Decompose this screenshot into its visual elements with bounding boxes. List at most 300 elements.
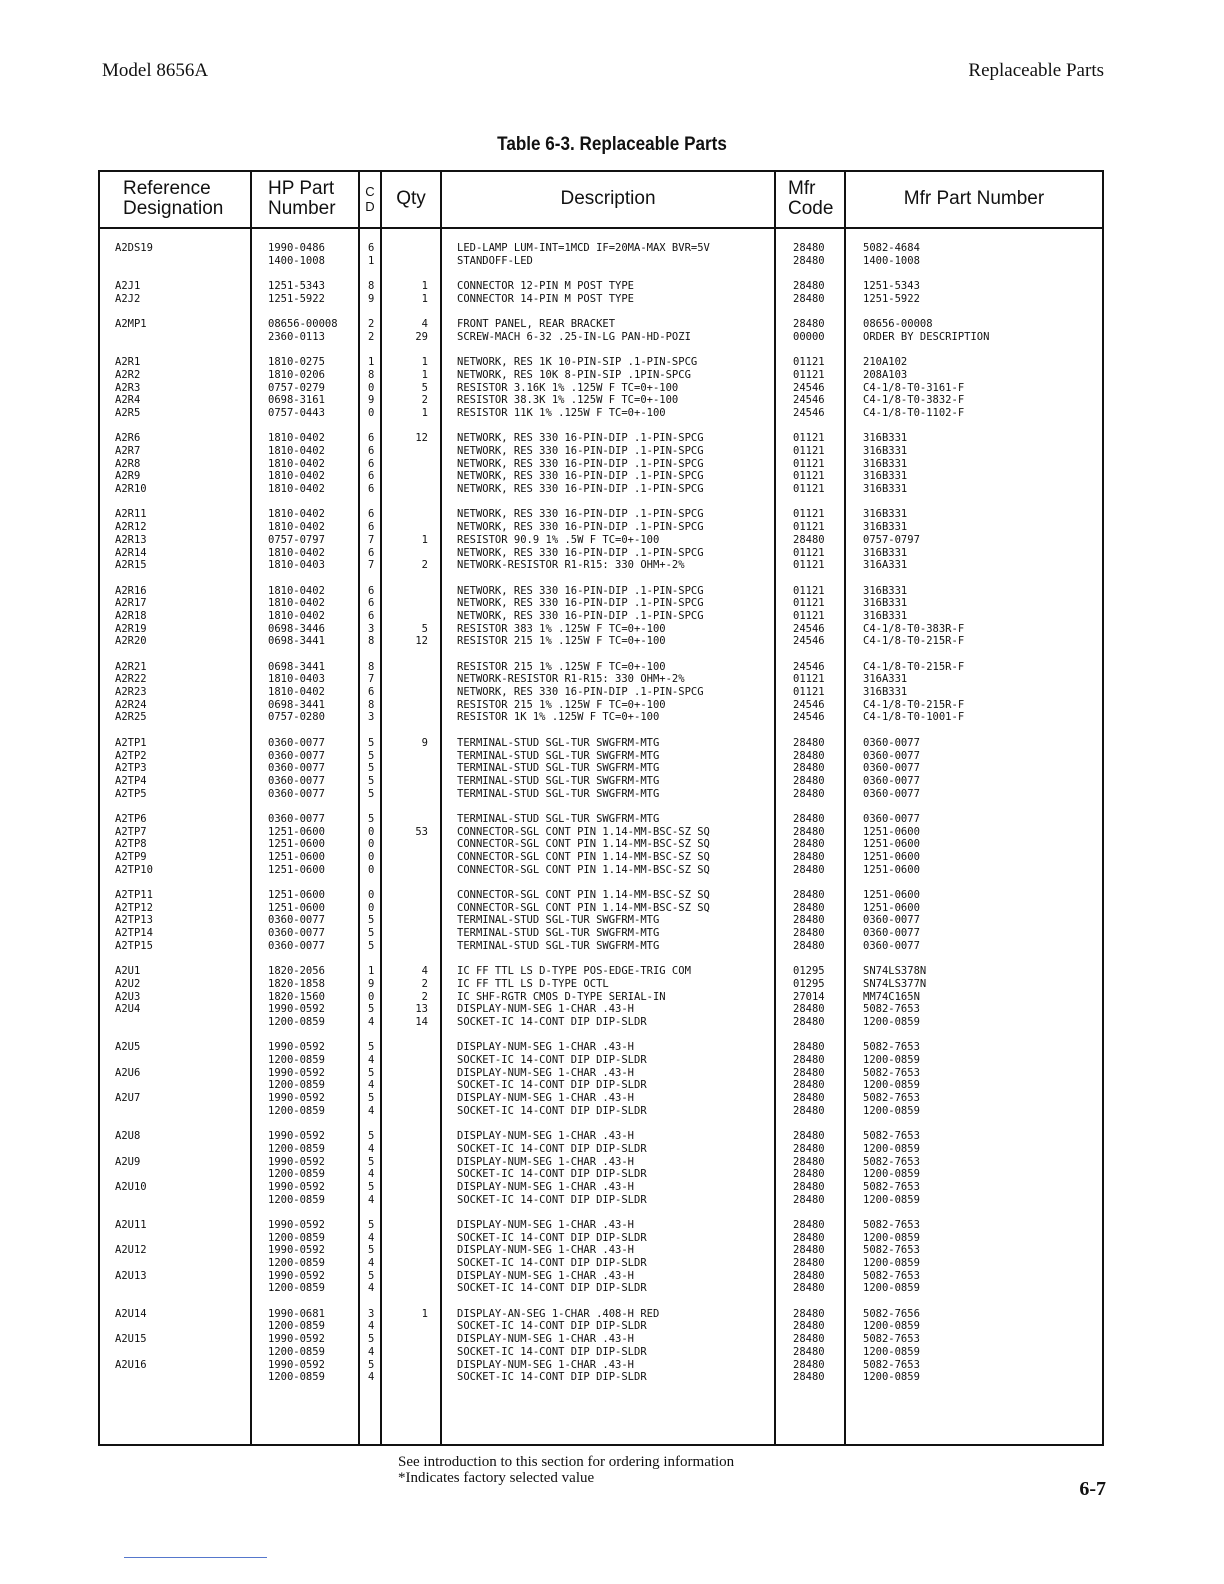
cell-cd: 6: [368, 508, 375, 521]
cell-mfr-code: 01121: [793, 432, 825, 445]
cell-mfr-code: 28480: [793, 292, 825, 305]
cell-hp-part: 1251-0600: [268, 901, 325, 914]
cell-mfr-code: 28480: [793, 1371, 825, 1384]
cell-reference: A2R13: [115, 533, 147, 546]
cell-cd: 5: [368, 812, 375, 825]
cell-cd: 4: [368, 1015, 375, 1028]
cell-cd: 4: [368, 1257, 375, 1269]
cell-description: STANDOFF-LED: [457, 254, 533, 267]
cell-description: NETWORK, RES 330 16-PIN-DIP .1-PIN-SPCG: [457, 521, 704, 534]
table-row: [98, 1219, 1104, 1232]
cell-mfr-code: 28480: [793, 914, 825, 927]
cell-cd: 0: [368, 825, 375, 838]
cell-cd: 6: [368, 686, 375, 699]
table-row: [98, 965, 1104, 978]
cell-reference: A2R5: [115, 406, 141, 419]
table-body: [98, 242, 1104, 1397]
cell-mfr-code: 01121: [793, 673, 825, 686]
cell-description: TERMINAL-STUD SGL-TUR SWGFRM-MTG: [457, 774, 660, 787]
cell-mfr-code: 24546: [793, 406, 825, 419]
col-header-cd: C D: [365, 183, 375, 214]
table-row: [98, 838, 1104, 851]
cell-reference: A2TP4: [115, 774, 147, 787]
table-row: [98, 356, 1104, 369]
cell-description: TERMINAL-STUD SGL-TUR SWGFRM-MTG: [457, 762, 660, 775]
cell-description: NETWORK, RES 330 16-PIN-DIP .1-PIN-SPCG: [457, 432, 704, 445]
cell-mfr-code: 28480: [793, 939, 825, 952]
cell-mfr-part-number: C4-1/8-T0-215R-F: [863, 635, 965, 648]
row-group: [98, 280, 1104, 305]
cell-mfr-part-number: 0360-0077: [863, 914, 920, 927]
cell-cd: 4: [368, 1282, 375, 1295]
cell-reference: A2R25: [115, 711, 147, 724]
table-row: [98, 508, 1104, 521]
cell-mfr-code: 24546: [793, 394, 825, 407]
cell-hp-part: 1200-0859: [268, 1320, 325, 1333]
cell-mfr-part-number: C4-1/8-T0-215R-F: [863, 698, 965, 711]
cell-hp-part: 1820-1858: [268, 977, 325, 990]
cell-qty: 9: [421, 736, 428, 749]
cell-mfr-code: 28480: [793, 901, 825, 914]
row-group: [98, 585, 1104, 648]
table-row: [98, 1359, 1104, 1372]
cell-description: DISPLAY-NUM-SEG 1-CHAR .43-H: [457, 1130, 635, 1143]
cell-hp-part: 1990-0592: [268, 1092, 325, 1105]
cell-description: LED-LAMP LUM-INT=1MCD IF=20MA-MAX BVR=5V: [457, 242, 710, 254]
cell-hp-part: 1200-0859: [268, 1371, 325, 1384]
cell-mfr-code: 28480: [793, 1269, 825, 1282]
cell-reference: A2R4: [115, 394, 141, 407]
table-row: [98, 255, 1104, 268]
cell-cd: 7: [368, 673, 375, 686]
cell-hp-part: 0360-0077: [268, 736, 325, 749]
cell-mfr-part-number: 316B331: [863, 584, 908, 597]
cell-cd: 5: [368, 787, 375, 800]
cell-reference: A2R17: [115, 597, 147, 610]
cell-description: DISPLAY-NUM-SEG 1-CHAR .43-H: [457, 1358, 635, 1371]
cell-cd: 6: [368, 521, 375, 534]
cell-description: NETWORK, RES 1K 10-PIN-SIP .1-PIN-SPCG: [457, 356, 698, 369]
cell-qty: 5: [421, 381, 428, 394]
table-row: [98, 927, 1104, 940]
cell-hp-part: 1200-0859: [268, 1079, 325, 1092]
cell-mfr-code: 24546: [793, 698, 825, 711]
cell-description: IC FF TTL LS D-TYPE POS-EDGE-TRIG COM: [457, 965, 691, 978]
page-header-model: Model 8656A: [102, 60, 209, 81]
cell-mfr-code: 28480: [793, 1168, 825, 1181]
cell-hp-part: 1810-0402: [268, 546, 325, 559]
col-header-mfr-code: Mfr Code: [788, 177, 834, 219]
cell-mfr-code: 01121: [793, 546, 825, 559]
cell-mfr-code: 01295: [793, 977, 825, 990]
cell-reference: A2R6: [115, 432, 141, 445]
cell-description: NETWORK, RES 10K 8-PIN-SIP .1PIN-SPCG: [457, 368, 691, 381]
cell-reference: A2U6: [115, 1066, 141, 1079]
row-group: [98, 432, 1104, 495]
col-header-reference: Reference Designation: [123, 177, 224, 219]
table-row: [98, 991, 1104, 1004]
cell-reference: A2R21: [115, 660, 147, 673]
cell-reference: A2U7: [115, 1092, 141, 1105]
cell-cd: 1: [368, 965, 375, 978]
cell-mfr-code: 24546: [793, 635, 825, 648]
cell-reference: A2U12: [115, 1244, 147, 1257]
cell-mfr-part-number: 1251-0600: [863, 838, 920, 851]
cell-mfr-part-number: 316B331: [863, 508, 908, 521]
cell-hp-part: 0698-3441: [268, 660, 325, 673]
cell-hp-part: 1990-0592: [268, 1358, 325, 1371]
cell-cd: 4: [368, 1231, 375, 1244]
cell-mfr-code: 24546: [793, 622, 825, 635]
cell-cd: 3: [368, 622, 375, 635]
cell-hp-part: 1200-0859: [268, 1231, 325, 1244]
cell-hp-part: 1251-0600: [268, 851, 325, 863]
cell-description: CONNECTOR-SGL CONT PIN 1.14-MM-BSC-SZ SQ: [457, 838, 710, 851]
cell-reference: A2TP13: [115, 914, 153, 927]
cell-qty: 14: [415, 1015, 428, 1028]
cell-cd: 5: [368, 927, 375, 940]
cell-description: DISPLAY-NUM-SEG 1-CHAR .43-H: [457, 1041, 635, 1054]
cell-cd: 5: [368, 1269, 375, 1282]
cell-description: SOCKET-IC 14-CONT DIP DIP-SLDR: [457, 1079, 647, 1092]
table-row: [98, 331, 1104, 344]
table-row: [98, 686, 1104, 699]
cell-mfr-code: 28480: [793, 1003, 825, 1016]
cell-reference: A2DS19: [115, 242, 153, 254]
row-group: [98, 1308, 1104, 1384]
row-group: [98, 356, 1104, 419]
cell-cd: 5: [368, 914, 375, 927]
table-row: [98, 699, 1104, 712]
cell-qty: 4: [421, 318, 428, 331]
col-header-qty: Qty: [396, 187, 426, 209]
cell-description: TERMINAL-STUD SGL-TUR SWGFRM-MTG: [457, 939, 660, 952]
cell-qty: 1: [421, 280, 428, 293]
cell-cd: 2: [368, 330, 375, 343]
table-row: [98, 382, 1104, 395]
row-group: [98, 661, 1104, 724]
col-header-description: Description: [560, 187, 656, 209]
table-row: [98, 1168, 1104, 1181]
cell-reference: A2R15: [115, 559, 147, 572]
cell-cd: 0: [368, 901, 375, 914]
page-number: 6-7: [1079, 1478, 1106, 1500]
cell-hp-part: 1810-0403: [268, 559, 325, 572]
cell-mfr-code: 28480: [793, 1244, 825, 1257]
cell-mfr-part-number: SN74LS378N: [863, 965, 927, 978]
cell-cd: 0: [368, 851, 375, 863]
cell-hp-part: 1200-0859: [268, 1282, 325, 1295]
cell-cd: 9: [368, 977, 375, 990]
cell-reference: A2TP7: [115, 825, 147, 838]
cell-mfr-code: 28480: [793, 774, 825, 787]
cell-cd: 9: [368, 394, 375, 407]
cell-hp-part: 0757-0280: [268, 711, 325, 724]
cell-reference: A2R19: [115, 622, 147, 635]
cell-mfr-part-number: 5082-7656: [863, 1307, 920, 1320]
cell-description: RESISTOR 3.16K 1% .125W F TC=0+-100: [457, 381, 679, 394]
cell-hp-part: 1990-0592: [268, 1180, 325, 1193]
cell-mfr-part-number: 5082-7653: [863, 1130, 920, 1143]
cell-hp-part: 1990-0592: [268, 1155, 325, 1168]
cell-hp-part: 1200-0859: [268, 1345, 325, 1358]
cell-mfr-part-number: 1251-0600: [863, 901, 920, 914]
cell-reference: A2TP1: [115, 736, 147, 749]
cell-reference: A2R2: [115, 368, 141, 381]
cell-reference: A2TP8: [115, 838, 147, 851]
row-group: [98, 318, 1104, 343]
cell-cd: 4: [368, 1320, 375, 1333]
cell-hp-part: 1810-0402: [268, 432, 325, 445]
cell-hp-part: 1810-0402: [268, 521, 325, 534]
table-row: [98, 1130, 1104, 1143]
cell-cd: 8: [368, 635, 375, 648]
table-row: [98, 1016, 1104, 1029]
cell-mfr-part-number: C4-1/8-T0-1001-F: [863, 711, 965, 724]
cell-hp-part: 1810-0206: [268, 368, 325, 381]
cell-hp-part: 2360-0113: [268, 330, 325, 343]
cell-mfr-part-number: 1251-5343: [863, 280, 920, 293]
cell-description: SOCKET-IC 14-CONT DIP DIP-SLDR: [457, 1168, 647, 1181]
cell-cd: 0: [368, 889, 375, 902]
cell-description: TERMINAL-STUD SGL-TUR SWGFRM-MTG: [457, 914, 660, 927]
cell-hp-part: 08656-00008: [268, 318, 338, 331]
table-row: [98, 1054, 1104, 1067]
cell-mfr-code: 28480: [793, 1320, 825, 1333]
cell-mfr-code: 01121: [793, 686, 825, 699]
cell-qty: 1: [421, 292, 428, 305]
cell-description: IC FF TTL LS D-TYPE OCTL: [457, 977, 609, 990]
cell-hp-part: 1990-0486: [268, 242, 325, 254]
row-group: [98, 813, 1104, 876]
cell-mfr-code: 28480: [793, 1218, 825, 1231]
cell-description: SOCKET-IC 14-CONT DIP DIP-SLDR: [457, 1371, 647, 1384]
cell-mfr-part-number: 5082-7653: [863, 1041, 920, 1054]
cell-description: DISPLAY-NUM-SEG 1-CHAR .43-H: [457, 1003, 635, 1016]
cell-mfr-part-number: 1200-0859: [863, 1282, 920, 1295]
cell-mfr-code: 28480: [793, 736, 825, 749]
cell-mfr-code: 28480: [793, 762, 825, 775]
cell-mfr-code: 28480: [793, 1257, 825, 1269]
cell-description: SOCKET-IC 14-CONT DIP DIP-SLDR: [457, 1345, 647, 1358]
table-row: [98, 635, 1104, 648]
cell-mfr-code: 28480: [793, 1054, 825, 1066]
cell-description: DISPLAY-NUM-SEG 1-CHAR .43-H: [457, 1155, 635, 1168]
table-bottom-rule: [98, 1444, 1104, 1446]
cell-mfr-part-number: MM74C165N: [863, 990, 920, 1003]
cell-description: NETWORK, RES 330 16-PIN-DIP .1-PIN-SPCG: [457, 470, 704, 483]
cell-mfr-part-number: 1200-0859: [863, 1193, 920, 1206]
table-row: [98, 1105, 1104, 1118]
cell-description: CONNECTOR-SGL CONT PIN 1.14-MM-BSC-SZ SQ: [457, 825, 710, 838]
cell-reference: A2R20: [115, 635, 147, 648]
cell-description: RESISTOR 90.9 1% .5W F TC=0+-100: [457, 533, 660, 546]
cell-hp-part: 1810-0275: [268, 356, 325, 369]
cell-reference: A2U16: [115, 1358, 147, 1371]
cell-cd: 5: [368, 1003, 375, 1016]
cell-mfr-code: 01121: [793, 470, 825, 483]
cell-mfr-code: 28480: [793, 254, 825, 267]
cell-qty: 1: [421, 356, 428, 369]
row-group: [98, 508, 1104, 571]
cell-qty: 12: [415, 635, 428, 648]
cell-mfr-part-number: 5082-7653: [863, 1066, 920, 1079]
cell-mfr-part-number: 1200-0859: [863, 1371, 920, 1384]
cell-reference: A2U2: [115, 977, 141, 990]
cell-mfr-code: 01121: [793, 609, 825, 622]
cell-hp-part: 0757-0797: [268, 533, 325, 546]
cell-qty: 2: [421, 977, 428, 990]
cell-reference: A2R3: [115, 381, 141, 394]
cell-reference: A2R16: [115, 584, 147, 597]
table-row: [98, 407, 1104, 420]
cell-mfr-code: 28480: [793, 927, 825, 940]
table-row: [98, 547, 1104, 560]
cell-hp-part: 0360-0077: [268, 749, 325, 762]
table-row: [98, 978, 1104, 991]
cell-description: SOCKET-IC 14-CONT DIP DIP-SLDR: [457, 1104, 647, 1117]
cell-mfr-code: 01121: [793, 457, 825, 470]
table-row: [98, 280, 1104, 293]
table-row: [98, 826, 1104, 839]
cell-description: SOCKET-IC 14-CONT DIP DIP-SLDR: [457, 1142, 647, 1155]
table-row: [98, 711, 1104, 724]
cell-mfr-code: 28480: [793, 318, 825, 331]
table-title: Table 6-3. Replaceable Parts: [497, 134, 727, 155]
table-row: [98, 623, 1104, 636]
cell-description: SOCKET-IC 14-CONT DIP DIP-SLDR: [457, 1282, 647, 1295]
table-row: [98, 661, 1104, 674]
row-group: [98, 1130, 1104, 1206]
cell-description: RESISTOR 383 1% .125W F TC=0+-100: [457, 622, 666, 635]
table-row: [98, 1194, 1104, 1207]
table-row: [98, 1320, 1104, 1333]
cell-reference: A2U10: [115, 1180, 147, 1193]
cell-cd: 5: [368, 736, 375, 749]
cell-description: RESISTOR 11K 1% .125W F TC=0+-100: [457, 406, 666, 419]
table-row: [98, 1092, 1104, 1105]
cell-mfr-part-number: 1251-0600: [863, 889, 920, 902]
cell-mfr-code: 28480: [793, 1345, 825, 1358]
cell-mfr-part-number: 08656-00008: [863, 318, 933, 331]
cell-mfr-part-number: 1200-0859: [863, 1345, 920, 1358]
cell-description: DISPLAY-NUM-SEG 1-CHAR .43-H: [457, 1269, 635, 1282]
table-row: [98, 1282, 1104, 1295]
cell-description: DISPLAY-NUM-SEG 1-CHAR .43-H: [457, 1218, 635, 1231]
table-row: [98, 610, 1104, 623]
cell-hp-part: 1810-0402: [268, 457, 325, 470]
table-row: [98, 1067, 1104, 1080]
cell-hp-part: 1990-0592: [268, 1003, 325, 1016]
table-row: [98, 559, 1104, 572]
cell-description: NETWORK, RES 330 16-PIN-DIP .1-PIN-SPCG: [457, 483, 704, 496]
cell-reference: A2U5: [115, 1041, 141, 1054]
table-row: [98, 762, 1104, 775]
cell-mfr-code: 28480: [793, 1180, 825, 1193]
cell-hp-part: 1810-0402: [268, 508, 325, 521]
cell-reference: A2U3: [115, 990, 141, 1003]
cell-description: SOCKET-IC 14-CONT DIP DIP-SLDR: [457, 1015, 647, 1028]
cell-mfr-code: 28480: [793, 533, 825, 546]
cell-mfr-code: 28480: [793, 1307, 825, 1320]
cell-mfr-code: 00000: [793, 330, 825, 343]
cell-cd: 5: [368, 774, 375, 787]
cell-mfr-part-number: 1200-0859: [863, 1168, 920, 1181]
cell-hp-part: 1200-0859: [268, 1193, 325, 1206]
table-row: [98, 737, 1104, 750]
cell-description: CONNECTOR-SGL CONT PIN 1.14-MM-BSC-SZ SQ: [457, 889, 710, 902]
cell-cd: 6: [368, 470, 375, 483]
cell-cd: 6: [368, 597, 375, 610]
table-row: [98, 1257, 1104, 1270]
cell-mfr-part-number: 1200-0859: [863, 1054, 920, 1066]
cell-mfr-part-number: 0360-0077: [863, 927, 920, 940]
cell-cd: 3: [368, 711, 375, 724]
cell-cd: 5: [368, 762, 375, 775]
bottom-link-rule: [124, 1557, 267, 1558]
cell-mfr-code: 24546: [793, 381, 825, 394]
cell-mfr-part-number: 5082-4684: [863, 242, 920, 254]
table-row: [98, 1308, 1104, 1321]
cell-mfr-code: 28480: [793, 1142, 825, 1155]
table-row: [98, 1232, 1104, 1245]
cell-mfr-code: 01121: [793, 584, 825, 597]
cell-description: NETWORK, RES 330 16-PIN-DIP .1-PIN-SPCG: [457, 546, 704, 559]
cell-reference: A2U14: [115, 1307, 147, 1320]
cell-mfr-part-number: 316B331: [863, 445, 908, 457]
col-header-hp-part: HP Part Number: [268, 177, 336, 219]
cell-reference: A2TP11: [115, 889, 153, 902]
cell-mfr-part-number: 316A331: [863, 673, 908, 686]
cell-hp-part: 1990-0592: [268, 1269, 325, 1282]
cell-mfr-code: 28480: [793, 242, 825, 254]
table-row: [98, 889, 1104, 902]
row-group: [98, 1041, 1104, 1117]
cell-reference: A2R24: [115, 698, 147, 711]
table-row: [98, 483, 1104, 496]
cell-mfr-code: 28480: [793, 838, 825, 851]
cell-qty: 12: [415, 432, 428, 445]
cell-cd: 4: [368, 1104, 375, 1117]
table-row: [98, 1371, 1104, 1384]
table-row: [98, 750, 1104, 763]
table-row: [98, 369, 1104, 382]
row-group: [98, 965, 1104, 1028]
cell-mfr-part-number: 316B331: [863, 597, 908, 610]
cell-description: NETWORK, RES 330 16-PIN-DIP .1-PIN-SPCG: [457, 445, 704, 457]
cell-hp-part: 1251-0600: [268, 825, 325, 838]
cell-cd: 6: [368, 546, 375, 559]
cell-mfr-part-number: SN74LS377N: [863, 977, 927, 990]
cell-mfr-part-number: 1200-0859: [863, 1104, 920, 1117]
cell-mfr-part-number: ORDER BY DESCRIPTION: [863, 330, 990, 343]
cell-cd: 7: [368, 559, 375, 572]
cell-mfr-part-number: C4-1/8-T0-215R-F: [863, 660, 965, 673]
cell-mfr-code: 01121: [793, 559, 825, 572]
cell-hp-part: 0360-0077: [268, 914, 325, 927]
cell-description: TERMINAL-STUD SGL-TUR SWGFRM-MTG: [457, 927, 660, 940]
cell-description: CONNECTOR 12-PIN M POST TYPE: [457, 280, 635, 293]
cell-mfr-code: 28480: [793, 1155, 825, 1168]
cell-qty: 5: [421, 622, 428, 635]
cell-description: SOCKET-IC 14-CONT DIP DIP-SLDR: [457, 1320, 647, 1333]
table-row: [98, 293, 1104, 306]
table-row: [98, 775, 1104, 788]
cell-mfr-part-number: 316B331: [863, 609, 908, 622]
cell-mfr-part-number: 316A331: [863, 559, 908, 572]
cell-cd: 5: [368, 1180, 375, 1193]
cell-cd: 0: [368, 863, 375, 876]
